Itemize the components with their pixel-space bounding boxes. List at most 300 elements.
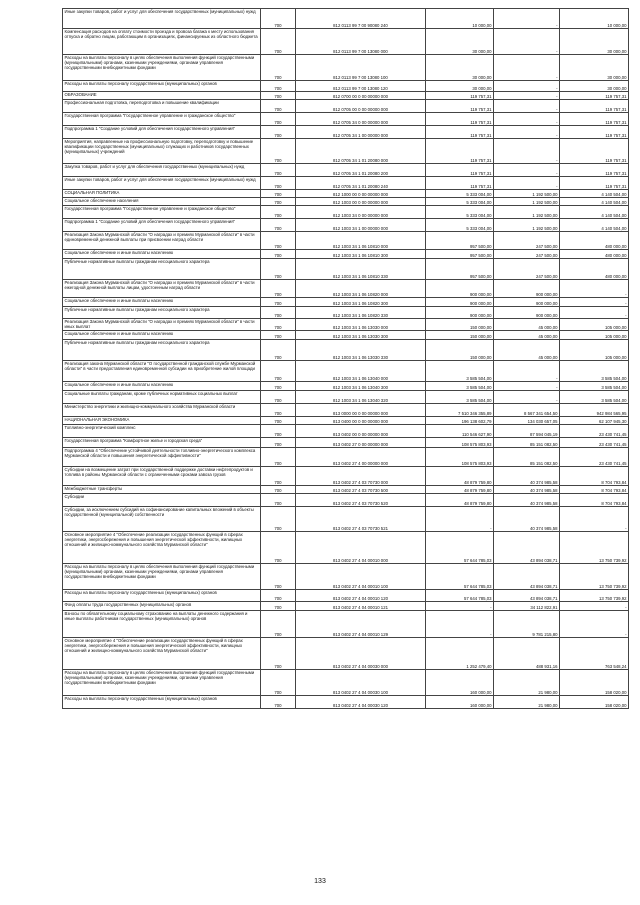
row-amount-1: 30 000,00 (426, 29, 494, 55)
row-amount-3: 119 757,31 (560, 92, 629, 100)
row-amount-2: 43 894 038,71 (494, 590, 560, 602)
row-name: Публичные нормативные выплаты гражданам несоциального характера (63, 340, 261, 361)
row-code: 700 (261, 417, 296, 425)
row-name: Подпрограмма 1 "Создание условий для обеспечения государственного управления" (63, 126, 261, 139)
table-row (63, 532, 629, 564)
row-amount-3: 119 757,31 (560, 100, 629, 113)
row-classification-code: 813 0402 00 0 00 00000 000 (296, 425, 426, 438)
row-code: 700 (261, 177, 296, 190)
row-amount-1: 57 644 785,03 (426, 532, 494, 564)
row-classification-code: 813 0402 27 4 04 00010 120 (296, 590, 426, 602)
table-row (63, 190, 629, 198)
row-classification-code: 812 0705 34 1 01 20080 240 (296, 177, 426, 190)
row-amount-3: 8 704 793,84 (560, 486, 629, 494)
row-amount-1: 900 000,00 (426, 307, 494, 319)
row-classification-code: 812 1003 34 1 06 10820 300 (296, 298, 426, 307)
row-amount-2: 43 894 038,71 (494, 564, 560, 590)
row-amount-2: 43 894 038,71 (494, 532, 560, 564)
row-name: Реализация Закона Мурманской области "О наградах и премиях Мурманской области" в части ежегодной денежной выплаты лицам, удостоенным наград области (63, 280, 261, 298)
row-classification-code: 812 0705 34 0 00 00000 000 (296, 113, 426, 126)
row-amount-1: 5 333 004,00 (426, 219, 494, 232)
table-row (63, 29, 629, 55)
row-code: 700 (261, 425, 296, 438)
row-classification-code: 813 0402 27 4 04 00010 121 (296, 602, 426, 611)
table-row (63, 696, 629, 709)
row-name: Мероприятия, направленные на профессиональную подготовку, переподготовку и повышение квалификации государственных (муниципальных) служащих и работников государственных (муниципальных) учреждений (63, 139, 261, 164)
table-row (63, 670, 629, 696)
row-amount-2: - (494, 92, 560, 100)
row-amount-2: - (494, 126, 560, 139)
table-row (63, 259, 629, 280)
row-amount-3: 105 000,00 (560, 319, 629, 331)
table-row (63, 404, 629, 417)
row-name: Социальные выплаты гражданам, кроме публичных нормативных социальных выплат (63, 391, 261, 404)
row-name: Социальное обеспечение и иные выплаты населению (63, 331, 261, 340)
row-classification-code: 813 0402 27 4 04 00010 000 (296, 532, 426, 564)
row-amount-1: 119 757,31 (426, 92, 494, 100)
row-name: Иные закупки товаров, работ и услуг для обеспечения государственных (муниципальных) нужд (63, 9, 261, 29)
row-amount-3: 763 548,24 (560, 638, 629, 670)
row-code: 700 (261, 198, 296, 206)
row-amount-1: 119 757,31 (426, 126, 494, 139)
row-amount-2: 8 567 341 654,50 (494, 404, 560, 417)
row-code: 700 (261, 611, 296, 638)
table-row (63, 391, 629, 404)
row-code: 700 (261, 494, 296, 507)
row-amount-3: 119 757,31 (560, 177, 629, 190)
row-amount-2: 900 000,00 (494, 280, 560, 298)
table-row (63, 417, 629, 425)
row-classification-code: 813 0402 27 4 04 00030 100 (296, 670, 426, 696)
row-name: Социальное обеспечение населения (63, 198, 261, 206)
row-code: 700 (261, 29, 296, 55)
row-amount-3: 105 000,00 (560, 331, 629, 340)
row-classification-code: 812 0113 99 7 00 13080 120 (296, 81, 426, 92)
row-name: СОЦИАЛЬНАЯ ПОЛИТИКА (63, 190, 261, 198)
row-amount-2: - (494, 55, 560, 81)
table-row (63, 232, 629, 250)
row-amount-3: 119 757,31 (560, 164, 629, 177)
row-amount-1: - (426, 611, 494, 638)
row-code: 700 (261, 164, 296, 177)
row-code: 700 (261, 250, 296, 259)
row-name: Расходы на выплаты персоналу государственных (муниципальных) органов (63, 696, 261, 709)
table-row (63, 494, 629, 507)
table-row (63, 340, 629, 361)
row-classification-code: 812 0705 00 0 00 00000 000 (296, 100, 426, 113)
row-classification-code: 812 1003 34 1 06 13030 000 (296, 319, 426, 331)
table-row (63, 382, 629, 391)
row-amount-1: 900 000,00 (426, 298, 494, 307)
row-amount-3: 4 140 504,00 (560, 198, 629, 206)
row-code: 700 (261, 298, 296, 307)
table-row (63, 139, 629, 164)
row-amount-2: - (494, 361, 560, 382)
row-amount-3: 13 750 739,92 (560, 564, 629, 590)
row-amount-3: - (560, 280, 629, 298)
row-name: Основное мероприятие 4 "Обеспечение реализации государственных функций в сферах энергетики, энергосбережения и повышения энергетической эффективности, жилищных отношений и жилищно-коммунального хозяйства Мурманской области" (63, 532, 261, 564)
row-amount-1: 5 333 004,00 (426, 190, 494, 198)
row-classification-code: 812 1003 34 1 06 13040 000 (296, 361, 426, 382)
row-amount-2: - (494, 382, 560, 391)
row-name: Взносы по обязательному социальному страхованию на выплаты денежного содержания и иные выплаты работникам государственных (муниципальных) органов (63, 611, 261, 638)
row-code: 700 (261, 319, 296, 331)
row-name: Публичные нормативные выплаты гражданам несоциального характера (63, 259, 261, 280)
table-row (63, 307, 629, 319)
row-name: Социальное обеспечение и иные выплаты населению (63, 382, 261, 391)
row-name: Субсидии на возмещение затрат при государственной поддержке доставки нефтепродуктов и топлива в районы Мурманской области с ограниченными сроками завоза грузов (63, 467, 261, 486)
row-amount-2: 34 112 822,91 (494, 602, 560, 611)
row-amount-3: 480 000,00 (560, 232, 629, 250)
row-amount-1: 119 757,31 (426, 164, 494, 177)
row-code: 700 (261, 113, 296, 126)
row-code: 700 (261, 696, 296, 709)
row-classification-code: 812 0113 99 7 00 13080 000 (296, 29, 426, 55)
row-name: Топливно-энергетический комплекс (63, 425, 261, 438)
row-amount-3: 13 750 739,92 (560, 532, 629, 564)
row-name: НАЦИОНАЛЬНАЯ ЭКОНОМИКА (63, 417, 261, 425)
row-code: 700 (261, 486, 296, 494)
row-amount-3: 3 585 504,00 (560, 382, 629, 391)
table-row (63, 198, 629, 206)
table-row (63, 280, 629, 298)
row-amount-1: 150 000,00 (426, 331, 494, 340)
table-row (63, 206, 629, 219)
row-code: 700 (261, 670, 296, 696)
row-amount-3: 10 000,00 (560, 9, 629, 29)
row-name: Государственная программа "Государственное управление и гражданское общество" (63, 206, 261, 219)
row-code: 700 (261, 206, 296, 219)
table-row (63, 331, 629, 340)
row-code: 700 (261, 340, 296, 361)
row-classification-code: 812 1000 00 0 00 00000 000 (296, 190, 426, 198)
row-amount-2: - (494, 29, 560, 55)
table-row (63, 486, 629, 494)
row-name: Государственная программа "Государственное управление и гражданское общество" (63, 113, 261, 126)
row-amount-3: 30 000,00 (560, 81, 629, 92)
row-amount-2: - (494, 9, 560, 29)
row-classification-code: 812 0705 34 1 01 20080 000 (296, 139, 426, 164)
row-amount-3: 119 757,31 (560, 126, 629, 139)
row-code: 700 (261, 448, 296, 467)
row-name: Подпрограмма 1 "Создание условий для обеспечения государственного управления" (63, 219, 261, 232)
row-classification-code: 812 1003 34 1 06 10820 330 (296, 307, 426, 319)
budget-table-body (63, 9, 629, 709)
row-amount-1: 119 757,31 (426, 100, 494, 113)
row-amount-2: 45 000,00 (494, 331, 560, 340)
row-code: 700 (261, 331, 296, 340)
row-amount-1: 108 575 803,93 (426, 448, 494, 467)
row-name: Публичные нормативные выплаты гражданам несоциального характера (63, 307, 261, 319)
row-amount-3: 158 020,00 (560, 696, 629, 709)
row-amount-2: 134 030 657,05 (494, 417, 560, 425)
row-amount-2: 87 594 045,19 (494, 425, 560, 438)
table-row (63, 81, 629, 92)
row-amount-1: 119 757,31 (426, 113, 494, 126)
row-amount-1: 957 500,00 (426, 250, 494, 259)
row-code: 700 (261, 467, 296, 486)
row-amount-2: 488 931,16 (494, 638, 560, 670)
row-amount-1: 10 000,00 (426, 9, 494, 29)
row-name: Расходы на выплаты персоналу в целях обеспечения выполнения функций государственными (муниципальными) органами, казенными учреждениями, органами управления государственными внебюджетными фондами (63, 564, 261, 590)
row-classification-code: 812 1003 34 1 06 13030 330 (296, 340, 426, 361)
row-amount-3: - (560, 602, 629, 611)
table-row (63, 55, 629, 81)
table-row (63, 638, 629, 670)
row-amount-1: 30 000,00 (426, 81, 494, 92)
row-name: Социальное обеспечение и иные выплаты населению (63, 250, 261, 259)
table-row (63, 250, 629, 259)
row-classification-code: 812 1003 34 1 06 10820 000 (296, 280, 426, 298)
row-name: Реализация Закона Мурманской области "О наградах и премиях Мурманской области" в части единовременной денежной выплаты при присвоении наград области (63, 232, 261, 250)
row-amount-1: 3 585 504,00 (426, 391, 494, 404)
row-amount-1: 57 644 785,03 (426, 564, 494, 590)
row-classification-code: 812 0705 34 1 01 20080 200 (296, 164, 426, 177)
row-amount-1: 48 879 759,80 (426, 486, 494, 494)
row-amount-1: 108 575 803,93 (426, 438, 494, 448)
row-amount-3: 105 000,00 (560, 340, 629, 361)
row-amount-1: 150 000,00 (426, 340, 494, 361)
row-classification-code: 812 1003 34 1 06 10810 300 (296, 250, 426, 259)
row-code: 700 (261, 564, 296, 590)
row-code: 700 (261, 190, 296, 198)
row-code: 700 (261, 532, 296, 564)
row-classification-code: 813 0402 27 4 04 00010 129 (296, 611, 426, 638)
row-amount-1: 48 879 759,80 (426, 494, 494, 507)
row-amount-2: 247 500,00 (494, 259, 560, 280)
table-row (63, 611, 629, 638)
table-row (63, 219, 629, 232)
row-code: 700 (261, 638, 296, 670)
row-code: 700 (261, 602, 296, 611)
row-amount-2: 85 151 082,50 (494, 438, 560, 448)
row-amount-1: 5 333 004,00 (426, 206, 494, 219)
row-name: Расходы на выплаты персоналу государственных (муниципальных) органов (63, 590, 261, 602)
table-row (63, 602, 629, 611)
table-row (63, 9, 629, 29)
row-name: Расходы на выплаты персоналу в целях обеспечения выполнения функций государственными (муниципальными) органами, казенными учреждениями, органами управления государственными внебюджетными фондами (63, 55, 261, 81)
row-name: Министерство энергетики и жилищно-коммунального хозяйства Мурманской области (63, 404, 261, 417)
row-amount-1: 150 000,00 (426, 319, 494, 331)
row-amount-3: 62 107 945,30 (560, 417, 629, 425)
row-name: Расходы на выплаты персоналу в целях обеспечения выполнения функций государственными (муниципальными) органами, казенными учреждениями, органами управления государственными внебюджетными фондами (63, 670, 261, 696)
row-amount-3: 480 000,00 (560, 259, 629, 280)
row-amount-3: 8 704 793,84 (560, 494, 629, 507)
row-amount-2: 21 980,00 (494, 670, 560, 696)
row-amount-1: 119 757,31 (426, 139, 494, 164)
row-classification-code: 813 0402 27 4 00 00000 000 (296, 448, 426, 467)
row-code: 700 (261, 404, 296, 417)
row-amount-3: 3 585 504,00 (560, 391, 629, 404)
row-code: 700 (261, 92, 296, 100)
table-row (63, 126, 629, 139)
row-classification-code: 812 1003 34 1 06 13040 320 (296, 391, 426, 404)
row-amount-2: 45 000,00 (494, 340, 560, 361)
row-code: 700 (261, 438, 296, 448)
row-classification-code: 813 0402 27 4 03 70730 500 (296, 486, 426, 494)
row-classification-code: 813 0402 27 4 04 00010 100 (296, 564, 426, 590)
budget-table (62, 8, 629, 709)
table-row (63, 92, 629, 100)
row-code: 700 (261, 259, 296, 280)
row-amount-2: 45 000,00 (494, 319, 560, 331)
row-amount-3: 4 140 504,00 (560, 219, 629, 232)
row-amount-1: 5 333 004,00 (426, 198, 494, 206)
row-code: 700 (261, 100, 296, 113)
table-row (63, 164, 629, 177)
row-amount-1: 957 500,00 (426, 259, 494, 280)
row-amount-1: 110 546 627,90 (426, 425, 494, 438)
row-amount-1: 48 879 759,80 (426, 467, 494, 486)
row-amount-1: 57 644 785,03 (426, 590, 494, 602)
row-amount-2: - (494, 139, 560, 164)
row-amount-1: - (426, 602, 494, 611)
row-amount-1: 1 252 479,40 (426, 638, 494, 670)
row-amount-2: 40 374 985,58 (494, 494, 560, 507)
row-amount-3: 4 140 504,00 (560, 206, 629, 219)
row-code: 700 (261, 55, 296, 81)
row-amount-2: 1 192 500,00 (494, 198, 560, 206)
row-amount-1: 160 000,00 (426, 670, 494, 696)
row-amount-1: 30 000,00 (426, 55, 494, 81)
row-code: 700 (261, 139, 296, 164)
table-row (63, 507, 629, 532)
row-amount-1: 900 000,00 (426, 280, 494, 298)
row-amount-2: - (494, 391, 560, 404)
row-classification-code: 813 0402 27 4 04 00030 000 (296, 638, 426, 670)
document-page (62, 8, 628, 709)
row-classification-code: 812 0113 99 7 00 90080 240 (296, 9, 426, 29)
row-amount-3: 23 430 741,45 (560, 425, 629, 438)
row-amount-2: - (494, 164, 560, 177)
row-code: 700 (261, 382, 296, 391)
row-classification-code: 812 0700 00 0 00 00000 000 (296, 92, 426, 100)
row-code: 700 (261, 219, 296, 232)
row-amount-2: 247 500,00 (494, 250, 560, 259)
row-amount-3: 23 430 741,45 (560, 448, 629, 467)
row-classification-code: 813 0402 27 0 00 00000 000 (296, 438, 426, 448)
row-name: Закупка товаров, работ и услуг для обеспечения государственных (муниципальных) нужд (63, 164, 261, 177)
row-name: Расходы на выплаты персоналу государственных (муниципальных) органов (63, 81, 261, 92)
row-amount-2: 1 192 500,00 (494, 219, 560, 232)
row-name: Социальное обеспечение и иные выплаты населению (63, 298, 261, 307)
table-row (63, 448, 629, 467)
row-name: Субсидии (63, 494, 261, 507)
table-row (63, 298, 629, 307)
row-name: Субсидии, за исключением субсидий на софинансирование капитальных вложений в объекты государственной (муниципальной) собственности (63, 507, 261, 532)
row-classification-code: 812 1003 34 1 06 10810 330 (296, 259, 426, 280)
table-row (63, 177, 629, 190)
row-classification-code: 813 0402 27 4 03 70730 520 (296, 494, 426, 507)
row-amount-1: 196 138 602,79 (426, 417, 494, 425)
row-amount-2: 40 374 985,58 (494, 486, 560, 494)
row-amount-3: 8 704 793,84 (560, 467, 629, 486)
row-amount-3: 4 140 504,00 (560, 190, 629, 198)
table-row (63, 467, 629, 486)
row-amount-2: 9 781 215,80 (494, 611, 560, 638)
row-classification-code: 813 0402 27 4 03 70730 000 (296, 467, 426, 486)
row-amount-3: 158 020,00 (560, 670, 629, 696)
row-name: Межбюджетные трансферты (63, 486, 261, 494)
row-code: 700 (261, 232, 296, 250)
row-amount-1: 119 757,31 (426, 177, 494, 190)
row-name: Фонд оплаты труда государственных (муниципальных) органов (63, 602, 261, 611)
table-row (63, 319, 629, 331)
row-amount-1: 7 510 346 355,89 (426, 404, 494, 417)
row-code: 700 (261, 126, 296, 139)
row-classification-code: 812 1003 34 1 06 13040 300 (296, 382, 426, 391)
row-amount-3: 30 000,00 (560, 55, 629, 81)
row-amount-3: 13 750 739,92 (560, 590, 629, 602)
row-amount-3: 480 000,00 (560, 250, 629, 259)
row-amount-1: 3 585 504,00 (426, 382, 494, 391)
row-code: 700 (261, 507, 296, 532)
row-amount-2: - (494, 81, 560, 92)
table-row (63, 564, 629, 590)
row-amount-3: 119 757,31 (560, 113, 629, 126)
row-amount-3: - (560, 611, 629, 638)
row-classification-code: 812 1003 00 0 00 00000 000 (296, 198, 426, 206)
row-name: Реализация закона Мурманской области "О государственной гражданской службе Мурманской области" в части предоставления единовременной субсидии на приобретение жилой площади (63, 361, 261, 382)
row-name: Государственная программа "Комфортное жилье и городская среда" (63, 438, 261, 448)
row-name: Реализация Закона Мурманской области "О наградах и премиях Мурманской области" в части иных выплат (63, 319, 261, 331)
row-amount-1: 160 000,00 (426, 696, 494, 709)
row-amount-2: - (494, 177, 560, 190)
row-amount-1: - (426, 507, 494, 532)
row-amount-2: 247 500,00 (494, 232, 560, 250)
row-amount-3: 23 430 741,45 (560, 438, 629, 448)
row-code: 700 (261, 9, 296, 29)
row-classification-code: 812 1003 34 1 06 10810 000 (296, 232, 426, 250)
row-name: Подпрограмма 4 "Обеспечение устойчивой деятельности топливно-энергетического комплекса Мурманской области и повышения энергетической эффективности" (63, 448, 261, 467)
row-classification-code: 813 0402 27 4 04 00030 120 (296, 696, 426, 709)
row-amount-1: 3 585 504,00 (426, 361, 494, 382)
row-amount-3: - (560, 507, 629, 532)
row-amount-2: 900 000,00 (494, 298, 560, 307)
row-amount-2: 1 192 500,00 (494, 206, 560, 219)
row-amount-2: 40 374 985,58 (494, 467, 560, 486)
row-name: ОБРАЗОВАНИЕ (63, 92, 261, 100)
row-amount-3: 942 984 565,95 (560, 404, 629, 417)
table-row (63, 361, 629, 382)
row-classification-code: 812 1003 34 1 06 13030 300 (296, 331, 426, 340)
row-amount-2: 900 000,00 (494, 307, 560, 319)
row-amount-2: 1 192 500,00 (494, 190, 560, 198)
row-amount-2: 21 980,00 (494, 696, 560, 709)
row-name: Профессиональная подготовка, переподготовка и повышение квалификации (63, 100, 261, 113)
row-amount-2: 40 374 985,58 (494, 507, 560, 532)
row-code: 700 (261, 307, 296, 319)
row-amount-2: - (494, 113, 560, 126)
row-classification-code: 813 0400 00 0 00 00000 000 (296, 417, 426, 425)
row-amount-3: 119 757,31 (560, 139, 629, 164)
row-amount-3: - (560, 298, 629, 307)
page-number: 133 (314, 878, 326, 885)
row-classification-code: 813 0000 00 0 00 00000 000 (296, 404, 426, 417)
table-row (63, 590, 629, 602)
table-row (63, 100, 629, 113)
row-classification-code: 812 1003 34 1 00 00000 000 (296, 219, 426, 232)
row-code: 700 (261, 590, 296, 602)
row-code: 700 (261, 280, 296, 298)
row-amount-2: - (494, 100, 560, 113)
row-code: 700 (261, 391, 296, 404)
row-amount-1: 957 500,00 (426, 232, 494, 250)
row-code: 700 (261, 361, 296, 382)
row-classification-code: 812 1003 34 0 00 00000 000 (296, 206, 426, 219)
table-row (63, 438, 629, 448)
row-classification-code: 812 0113 99 7 00 13080 100 (296, 55, 426, 81)
